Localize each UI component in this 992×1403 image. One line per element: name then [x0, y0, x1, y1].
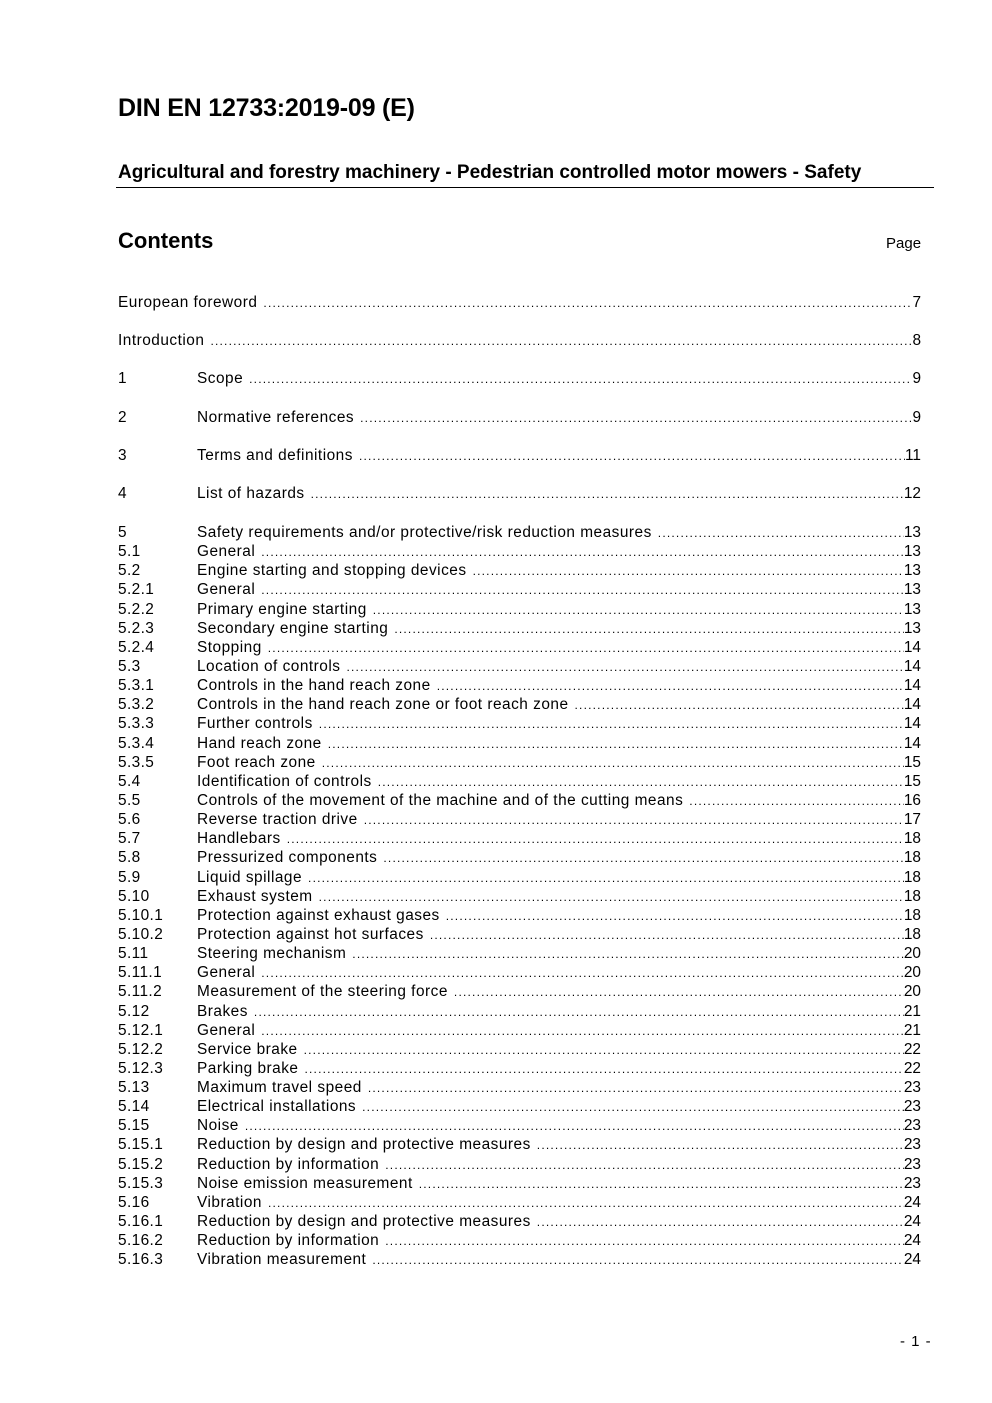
- toc-entry[interactable]: [118, 408, 921, 427]
- toc-entry[interactable]: [118, 580, 921, 599]
- toc-entry-title: Foot reach zone: [197, 753, 316, 771]
- toc-entry[interactable]: [118, 293, 921, 312]
- toc-entry-page: 14: [903, 734, 921, 752]
- toc-dot-leader: [394, 620, 904, 639]
- toc-entry-title: Location of controls: [197, 657, 341, 675]
- toc-entry-page: 20: [903, 983, 921, 1001]
- toc-entry-number: 5.13: [118, 1079, 150, 1097]
- toc-dot-leader: [689, 792, 904, 811]
- toc-entry-number: 5.1: [118, 543, 141, 561]
- toc-entry-number: 5.9: [118, 868, 141, 886]
- toc-entry[interactable]: [118, 600, 921, 619]
- toc-entry[interactable]: [118, 868, 921, 887]
- toc-dot-leader: [263, 294, 912, 313]
- toc-entry[interactable]: [118, 619, 921, 638]
- toc-entry-page: 24: [903, 1193, 921, 1211]
- toc-entry-title: Electrical installations: [197, 1098, 357, 1116]
- toc-entry-page: 9: [912, 370, 921, 387]
- toc-entry-page: 15: [903, 753, 921, 771]
- toc-entry-title: Reduction by design and protective measures: [197, 1136, 531, 1154]
- toc-dot-leader: [261, 543, 904, 562]
- toc-entry-title: Terms and definitions: [197, 447, 353, 464]
- toc-entry-page: 24: [903, 1251, 921, 1269]
- toc-entry[interactable]: [118, 829, 921, 848]
- toc-dot-leader: [385, 1232, 904, 1251]
- toc-entry-title: Secondary engine starting: [197, 619, 389, 637]
- toc-entry-number: 5.10.1: [118, 906, 164, 924]
- toc-entry-title: Brakes: [197, 1002, 248, 1020]
- page-number: - 1 -: [900, 1333, 932, 1350]
- toc-entry[interactable]: [118, 369, 921, 388]
- toc-entry-page: 14: [903, 715, 921, 733]
- toc-dot-leader: [575, 696, 904, 715]
- toc-entry-page: 13: [903, 543, 921, 561]
- toc-dot-leader: [359, 447, 905, 466]
- toc-dot-leader: [454, 983, 904, 1002]
- toc-entry-page: 18: [903, 868, 921, 886]
- toc-dot-leader: [430, 926, 904, 945]
- toc-dot-leader: [311, 485, 904, 504]
- toc-entry-number: 5.10.2: [118, 925, 164, 943]
- toc-entry-title: Safety requirements and/or protective/risk reduction measures: [197, 524, 652, 541]
- toc-entry[interactable]: [118, 1155, 921, 1174]
- toc-entry-title: Liquid spillage: [197, 868, 303, 886]
- toc-dot-leader: [254, 1003, 904, 1022]
- toc-entry-page: 17: [903, 811, 921, 829]
- toc-dot-leader: [658, 524, 904, 543]
- toc-dot-leader: [373, 601, 904, 620]
- toc-entry-number: 5.12: [118, 1002, 150, 1020]
- toc-entry-title: Parking brake: [197, 1059, 299, 1077]
- toc-entry-page: 23: [903, 1117, 921, 1135]
- toc-dot-leader: [268, 639, 904, 658]
- toc-entry-title: Protection against hot surfaces: [197, 925, 424, 943]
- toc-entry-number: 5.2.3: [118, 619, 155, 637]
- contents-heading: Contents: [118, 228, 214, 253]
- toc-dot-leader: [364, 811, 904, 830]
- toc-entry-number: 5.10: [118, 887, 150, 905]
- toc-entry-number: 5.3.4: [118, 734, 155, 752]
- toc-dot-leader: [308, 869, 904, 888]
- toc-entry[interactable]: [118, 484, 921, 503]
- toc-entry-number: 5.16: [118, 1193, 150, 1211]
- toc-entry-page: 20: [903, 945, 921, 963]
- toc-entry[interactable]: [118, 523, 921, 542]
- toc-entry-number: 5.4: [118, 772, 141, 790]
- toc-entry[interactable]: [118, 963, 921, 982]
- toc-dot-leader: [352, 945, 904, 964]
- toc-entry[interactable]: [118, 638, 921, 657]
- toc-entry-page: 9: [912, 409, 921, 426]
- toc-entry[interactable]: [118, 1097, 921, 1116]
- toc-dot-leader: [537, 1213, 904, 1232]
- toc-entry-page: 21: [903, 1021, 921, 1039]
- toc-entry-title: Protection against exhaust gases: [197, 906, 440, 924]
- toc-dot-leader: [385, 1156, 904, 1175]
- toc-entry-title: Reduction by design and protective measures: [197, 1213, 531, 1231]
- toc-entry-number: 5.3: [118, 657, 141, 675]
- toc-entry-number: 5.2.1: [118, 581, 155, 599]
- title-divider: [116, 187, 934, 188]
- toc-entry[interactable]: [118, 1078, 921, 1097]
- toc-entry[interactable]: [118, 1002, 921, 1021]
- toc-entry-number: 5.11.2: [118, 983, 163, 1001]
- toc-entry-title: Pressurized components: [197, 849, 378, 867]
- toc-entry-number: 5.12.1: [118, 1021, 164, 1039]
- toc-entry-title: General: [197, 1021, 256, 1039]
- toc-entry-title: Maximum travel speed: [197, 1079, 362, 1097]
- toc-entry[interactable]: [118, 944, 921, 963]
- toc-entry-page: 21: [903, 1002, 921, 1020]
- toc-entry-title: Primary engine starting: [197, 600, 367, 618]
- toc-entry-title: Identification of controls: [197, 772, 372, 790]
- toc-entry-number: 5.3.1: [118, 677, 155, 695]
- toc-entry-title: Further controls: [197, 715, 313, 733]
- toc-dot-leader: [304, 1041, 904, 1060]
- toc-entry[interactable]: [118, 1135, 921, 1154]
- toc-entry-number: 5.3.3: [118, 715, 155, 733]
- toc-entry-page: 23: [903, 1155, 921, 1173]
- toc-entry-number: 5.5: [118, 791, 141, 809]
- toc-entry-title: General: [197, 964, 256, 982]
- toc-entry-page: 14: [903, 696, 921, 714]
- toc-entry[interactable]: [118, 446, 921, 465]
- toc-entry[interactable]: [118, 695, 921, 714]
- toc-dot-leader: [383, 849, 903, 868]
- toc-entry-number: 5.11.1: [118, 964, 163, 982]
- toc-entry-title: Controls in the hand reach zone: [197, 677, 431, 695]
- toc-dot-leader: [261, 1022, 904, 1041]
- toc-entry[interactable]: [118, 331, 921, 350]
- toc-dot-leader: [346, 658, 903, 677]
- toc-entry-page: 18: [903, 906, 921, 924]
- toc-entry-number: 5.15.3: [118, 1174, 164, 1192]
- toc-entry[interactable]: [118, 1174, 921, 1193]
- toc-dot-leader: [378, 773, 904, 792]
- document-title: Agricultural and forestry machinery - Pedestrian controlled motor mowers - Safety: [118, 162, 862, 183]
- toc-entry-page: 23: [903, 1174, 921, 1192]
- toc-entry-title: European foreword: [118, 294, 258, 311]
- toc-entry-page: 11: [905, 447, 921, 464]
- toc-entry[interactable]: [118, 791, 921, 810]
- toc-entry[interactable]: [118, 772, 921, 791]
- toc-entry-page: 24: [903, 1213, 921, 1231]
- toc-entry-page: 13: [903, 600, 921, 618]
- toc-entry[interactable]: [118, 906, 921, 925]
- toc-entry-page: 23: [903, 1136, 921, 1154]
- toc-entry-title: Hand reach zone: [197, 734, 322, 752]
- toc-dot-leader: [473, 562, 904, 581]
- toc-entry[interactable]: [118, 753, 921, 772]
- toc-entry-number: 5.2.4: [118, 638, 155, 656]
- toc-dot-leader: [322, 754, 904, 773]
- toc-entry-page: 18: [903, 849, 921, 867]
- toc-entry-page: 18: [903, 925, 921, 943]
- toc-entry-number: 5: [118, 524, 127, 541]
- toc-entry-page: 14: [903, 657, 921, 675]
- toc-entry-number: 5.15: [118, 1117, 150, 1135]
- toc-entry-title: Controls of the movement of the machine and of the cutting means: [197, 791, 684, 809]
- toc-entry-number: 5.3.5: [118, 753, 155, 771]
- toc-entry-title: Handlebars: [197, 830, 281, 848]
- toc-entry[interactable]: [118, 1021, 921, 1040]
- toc-entry-page: 22: [903, 1040, 921, 1058]
- toc-entry-page: 8: [912, 332, 921, 349]
- toc-dot-leader: [319, 888, 904, 907]
- toc-entry-page: 13: [903, 562, 921, 580]
- toc-entry-page: 20: [903, 964, 921, 982]
- toc-entry-page: 22: [903, 1059, 921, 1077]
- toc-entry-number: 5.15.1: [118, 1136, 164, 1154]
- toc-entry-number: 5.14: [118, 1098, 150, 1116]
- toc-entry-title: Vibration: [197, 1193, 262, 1211]
- toc-dot-leader: [446, 907, 904, 926]
- toc-entry-title: Exhaust system: [197, 887, 313, 905]
- toc-entry-page: 7: [912, 294, 921, 311]
- toc-entry-number: 3: [118, 447, 127, 464]
- toc-entry-title: Vibration measurement: [197, 1251, 367, 1269]
- toc-entry-number: 5.7: [118, 830, 141, 848]
- toc-entry-page: 16: [903, 791, 921, 809]
- toc-entry-number: 5.15.2: [118, 1155, 164, 1173]
- toc-entry[interactable]: [118, 810, 921, 829]
- document-id: DIN EN 12733:2019-09 (E): [118, 94, 415, 122]
- toc-entry[interactable]: [118, 1231, 921, 1250]
- toc-dot-leader: [304, 1060, 903, 1079]
- toc-entry-number: 5.16.2: [118, 1232, 164, 1250]
- toc-dot-leader: [360, 409, 912, 428]
- toc-entry-number: 5.16.1: [118, 1213, 164, 1231]
- toc-entry-number: 5.8: [118, 849, 141, 867]
- toc-entry[interactable]: [118, 1040, 921, 1059]
- toc-dot-leader: [437, 677, 904, 696]
- toc-dot-leader: [328, 735, 904, 754]
- toc-entry-page: 15: [903, 772, 921, 790]
- toc-entry-page: 13: [903, 619, 921, 637]
- toc-dot-leader: [319, 715, 904, 734]
- toc-entry-title: Controls in the hand reach zone or foot reach zone: [197, 696, 569, 714]
- toc-dot-leader: [261, 964, 904, 983]
- page-column-label: Page: [886, 235, 922, 252]
- toc-entry-title: Introduction: [118, 332, 205, 349]
- toc-entry-page: 13: [903, 581, 921, 599]
- toc-entry-page: 18: [903, 830, 921, 848]
- toc-entry-title: Engine starting and stopping devices: [197, 562, 467, 580]
- toc-dot-leader: [419, 1175, 904, 1194]
- toc-entry-title: Noise emission measurement: [197, 1174, 413, 1192]
- toc-entry[interactable]: [118, 734, 921, 753]
- toc-entry[interactable]: [118, 542, 921, 561]
- toc-dot-leader: [210, 332, 912, 351]
- toc-entry-title: Reduction by information: [197, 1155, 380, 1173]
- toc-entry-title: Noise: [197, 1117, 239, 1135]
- toc-dot-leader: [245, 1117, 904, 1136]
- toc-entry[interactable]: [118, 887, 921, 906]
- toc-entry-number: 5.12.3: [118, 1059, 164, 1077]
- toc-entry-page: 18: [903, 887, 921, 905]
- toc-entry-page: 24: [903, 1232, 921, 1250]
- toc-entry[interactable]: [118, 676, 921, 695]
- toc-dot-leader: [268, 1194, 904, 1213]
- toc-entry-title: Reverse traction drive: [197, 811, 358, 829]
- toc-entry-title: Measurement of the steering force: [197, 983, 448, 1001]
- toc-entry-title: General: [197, 581, 256, 599]
- toc-entry-number: 5.3.2: [118, 696, 155, 714]
- toc-entry-title: Service brake: [197, 1040, 298, 1058]
- toc-dot-leader: [537, 1136, 904, 1155]
- toc-entry-title: Reduction by information: [197, 1232, 380, 1250]
- toc-dot-leader: [362, 1098, 904, 1117]
- toc-entry-number: 5.2.2: [118, 600, 155, 618]
- toc-entry[interactable]: [118, 848, 921, 867]
- toc-entry-title: Steering mechanism: [197, 945, 347, 963]
- toc-entry[interactable]: [118, 1212, 921, 1231]
- toc-entry-number: 5.12.2: [118, 1040, 164, 1058]
- toc-entry-page: 23: [903, 1098, 921, 1116]
- toc-entry[interactable]: [118, 1116, 921, 1135]
- toc-entry[interactable]: [118, 1059, 921, 1078]
- toc-entry-number: 1: [118, 370, 127, 387]
- toc-entry-title: Stopping: [197, 638, 262, 656]
- toc-dot-leader: [287, 830, 904, 849]
- toc-entry-title: Normative references: [197, 409, 355, 426]
- toc-entry-page: 14: [903, 677, 921, 695]
- toc-entry[interactable]: [118, 714, 921, 733]
- toc-entry-number: 2: [118, 409, 127, 426]
- toc-entry-number: 4: [118, 485, 127, 502]
- toc-entry-number: 5.6: [118, 811, 141, 829]
- toc-dot-leader: [368, 1079, 904, 1098]
- toc-entry[interactable]: [118, 925, 921, 944]
- toc-entry[interactable]: [118, 982, 921, 1001]
- toc-dot-leader: [261, 581, 904, 600]
- toc-dot-leader: [249, 370, 912, 389]
- toc-entry[interactable]: [118, 1193, 921, 1212]
- toc-entry-page: 13: [903, 524, 921, 541]
- toc-entry[interactable]: [118, 1250, 921, 1269]
- toc-entry-title: List of hazards: [197, 485, 305, 502]
- toc-entry-title: Scope: [197, 370, 244, 387]
- toc-dot-leader: [372, 1251, 904, 1270]
- toc-entry-page: 14: [903, 638, 921, 656]
- toc-entry-number: 5.16.3: [118, 1251, 164, 1269]
- toc-entry-number: 5.2: [118, 562, 141, 580]
- toc-entry-page: 23: [903, 1079, 921, 1097]
- toc-entry-page: 12: [903, 485, 921, 502]
- toc-entry-title: General: [197, 543, 256, 561]
- toc-entry-number: 5.11: [118, 945, 149, 963]
- toc-entry[interactable]: [118, 561, 921, 580]
- toc-entry[interactable]: [118, 657, 921, 676]
